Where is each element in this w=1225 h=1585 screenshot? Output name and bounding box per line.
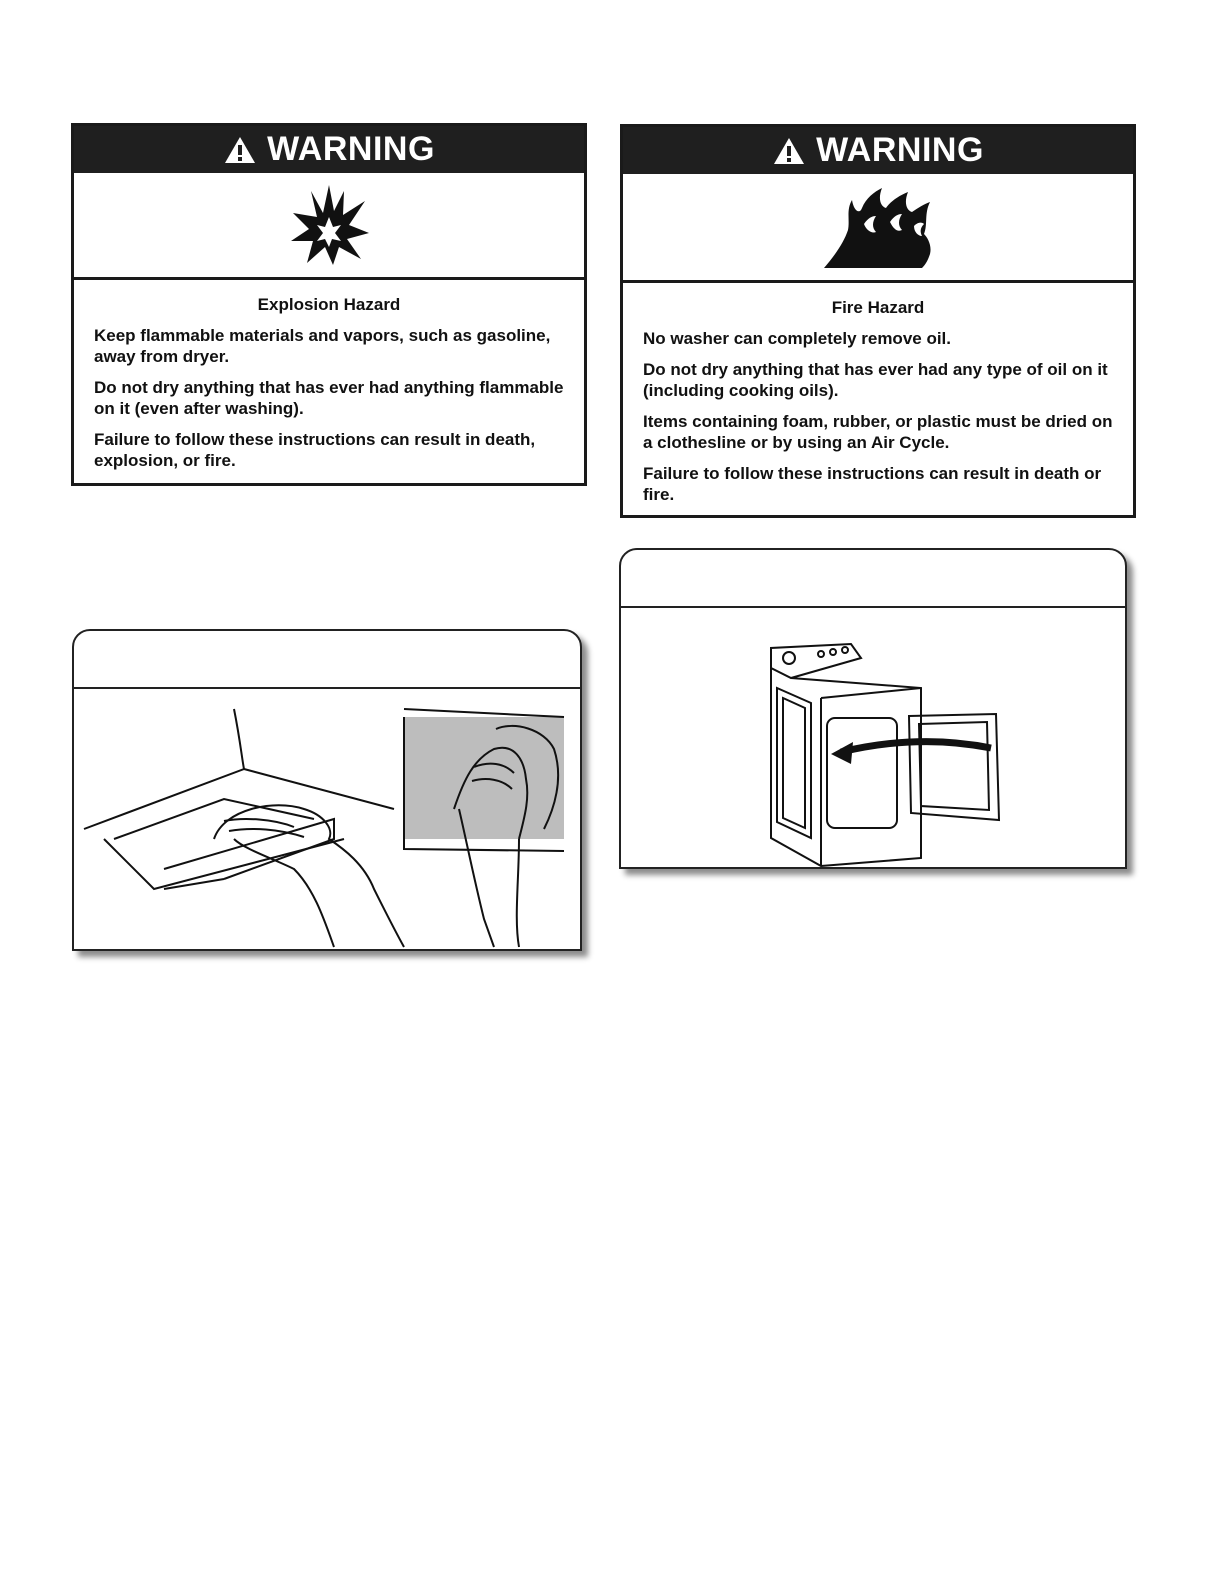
fire-icon (818, 184, 938, 270)
hazard-title: Explosion Hazard (257, 295, 401, 314)
hazard-image (623, 174, 1133, 283)
alert-triangle-icon (772, 136, 806, 166)
warning-title: WARNING (816, 131, 984, 169)
warning-title: WARNING (267, 130, 435, 168)
warning-line: Do not dry anything that has ever had any type of oil on it (including cooking oils). (643, 360, 1108, 400)
dryer-door-illustration-panel (619, 548, 1127, 869)
warning-header (623, 127, 1133, 174)
warning-line: No washer can completely remove oil. (643, 329, 952, 348)
fire-warning-box (620, 124, 1136, 518)
warning-line: Items containing foam, rubber, or plastic must be dried on a clothesline or by using an Air Cycle. (643, 412, 1113, 452)
explosion-icon (287, 183, 371, 267)
warning-line: Failure to follow these instructions can result in death or fire. (643, 464, 1102, 504)
panel-tab-bar (74, 631, 580, 689)
hazard-title: Fire Hazard (831, 298, 925, 317)
alert-triangle-icon (223, 135, 257, 165)
warning-header (74, 126, 584, 173)
warning-line: Keep flammable materials and vapors, such as gasoline, away from dryer. (94, 326, 551, 366)
warning-text (74, 280, 584, 485)
warning-line: Do not dry anything that has ever had anything flammable on it (even after washing). (94, 378, 564, 418)
warning-text (623, 283, 1133, 519)
explosion-warning-box (71, 123, 587, 486)
lint-screen-illustration-panel (72, 629, 582, 951)
dryer-door-open-illustration (621, 608, 1125, 869)
lint-screen-cleaning-illustration (74, 689, 580, 951)
warning-line: Failure to follow these instructions can result in death, explosion, or fire. (94, 430, 536, 470)
hazard-image (74, 173, 584, 280)
panel-tab-bar (621, 550, 1125, 608)
